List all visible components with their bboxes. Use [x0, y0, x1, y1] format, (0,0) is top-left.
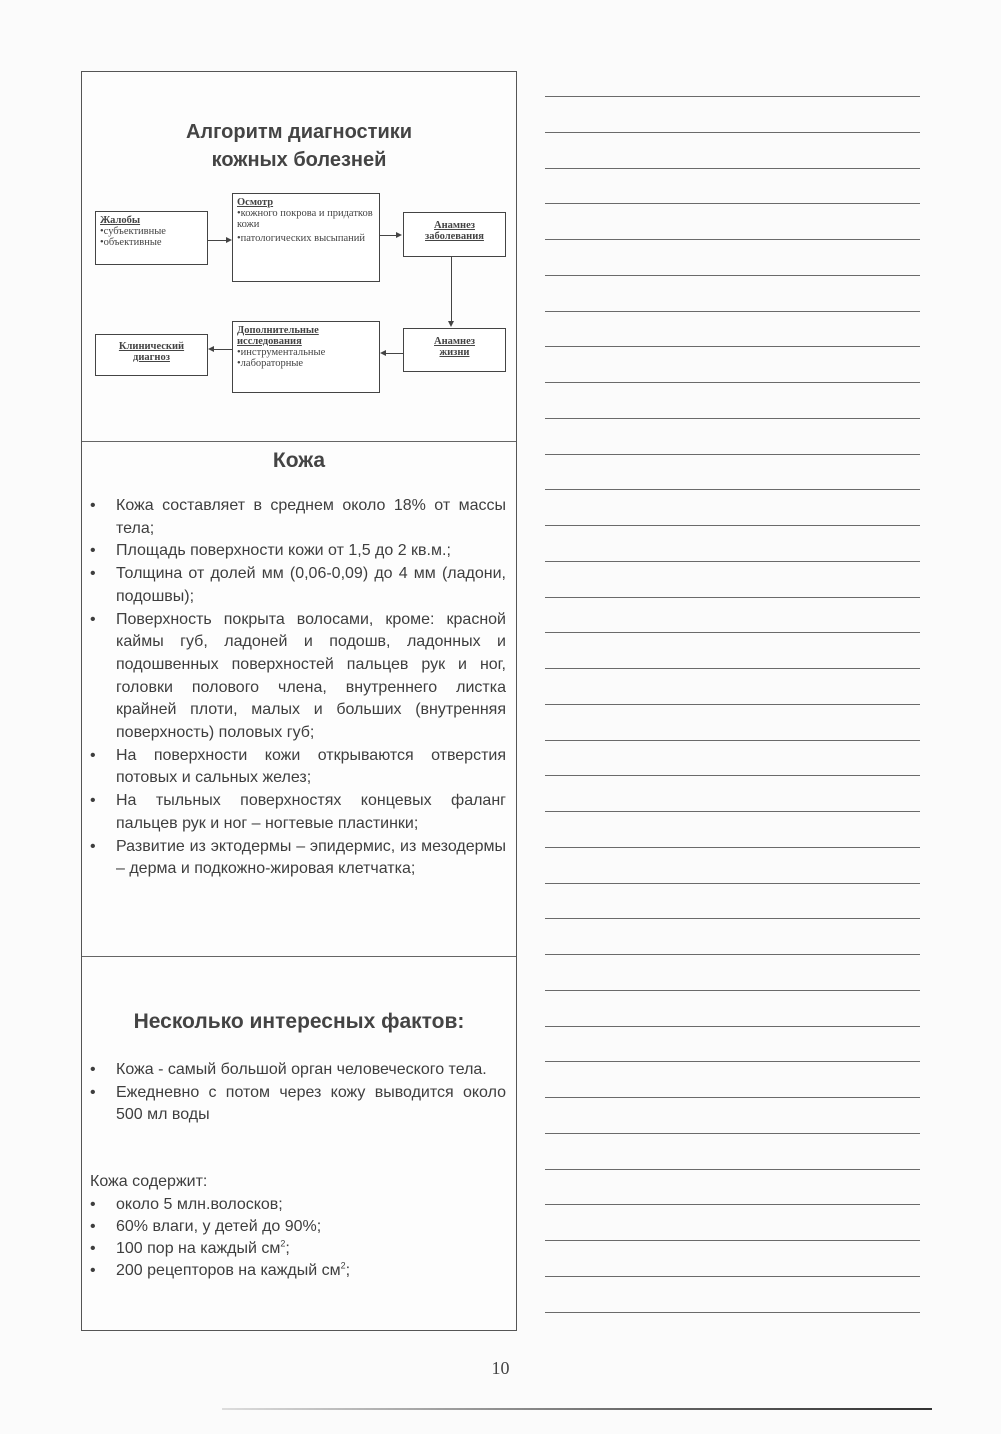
note-line [545, 561, 920, 562]
disease-history-box [403, 212, 506, 257]
arrowhead-right-icon [396, 232, 402, 238]
superscript: 2 [340, 1260, 346, 1271]
contains-text: около 5 млн.волосков; [116, 1196, 283, 1213]
disease-history-line1: Анамнез [434, 220, 475, 231]
note-line [545, 704, 920, 705]
arrow-disease-to-life-history [451, 257, 452, 322]
note-line [545, 203, 920, 204]
list-item: • Толщина от долей мм (0,06-0,09) до 4 мм (ладони, подошвы); [90, 563, 506, 608]
list-item [90, 1260, 506, 1282]
skin-title: Кожа [272, 449, 326, 472]
note-line [545, 454, 920, 455]
list-item [90, 1238, 506, 1260]
complaints-item: •субъективные [100, 226, 166, 237]
arrowhead-left-icon [380, 350, 386, 356]
arrow-exam-to-disease-history [380, 235, 397, 236]
additional-tests-box [232, 321, 380, 393]
interesting-facts-section [82, 956, 516, 1330]
note-line [545, 1240, 920, 1241]
list-item: • На поверхности кожи открываются отверстия потовых и сальных желез; [90, 745, 506, 790]
list-item [90, 1216, 506, 1238]
additional-heading-line2: исследования [237, 336, 302, 347]
additional-item: •лабораторные [237, 358, 304, 369]
note-line [545, 1026, 920, 1027]
clinical-diagnosis-line1: Клинический [118, 341, 185, 352]
note-line [545, 668, 920, 669]
contains-tail: ; [285, 1240, 290, 1257]
contains-tail: ; [345, 1262, 351, 1279]
note-line [545, 1276, 920, 1277]
exam-box [232, 193, 380, 282]
life-history-line1: Анамнез [434, 336, 475, 347]
list-item: • Кожа составляет в среднем около 18% от массы тела; [90, 495, 506, 540]
note-line [545, 632, 920, 633]
note-line [545, 239, 920, 240]
complaints-item: •объективные [100, 237, 162, 248]
superscript: 2 [280, 1238, 286, 1249]
note-line [545, 775, 920, 776]
arrowhead-right-icon [226, 237, 232, 243]
list-item: • На тыльных поверхностях концевых фаланг пальцев рук и ног – ногтевые пластинки; [90, 790, 506, 835]
page-number: 10 [491, 1358, 510, 1378]
clinical-diagnosis-line2: диагноз [133, 352, 170, 363]
exam-item: •патологических высыпаний [237, 233, 365, 244]
exam-item: •кожного покрова и придатков кожи [237, 208, 373, 230]
note-line [545, 275, 920, 276]
life-history-box [403, 328, 506, 372]
list-item: • Развитие из эктодермы – эпидермис, из мезодермы – дерма и подкожно-жировая клетчатка; [90, 836, 506, 881]
note-line [545, 954, 920, 955]
note-line [545, 847, 920, 848]
note-line [545, 1097, 920, 1098]
disease-history-line2: заболевания [425, 231, 484, 242]
list-item: • Ежедневно с потом через кожу выводится около 500 мл воды [90, 1082, 506, 1127]
note-line [545, 489, 920, 490]
note-line [545, 1204, 920, 1205]
note-line [545, 346, 920, 347]
contains-label: Кожа содержит: [90, 1173, 208, 1190]
complaints-box [95, 211, 208, 265]
note-line [545, 597, 920, 598]
clinical-diagnosis-box [95, 334, 208, 376]
contains-list [90, 1194, 506, 1282]
facts-title: Несколько интересных фактов: [133, 1010, 465, 1033]
note-line [545, 382, 920, 383]
note-line [545, 1133, 920, 1134]
list-item [90, 1194, 506, 1216]
list-item: • Поверхность покрыта волосами, кроме: красной каймы губ, ладоней и подошв, ладонных и подошвенных поверхностей пальцев рук и ног, головки полового члена, внутреннего листка крайней плоти, малых и больших (внутренняя поверхность) половых губ; [90, 609, 506, 745]
bottom-divider [222, 1408, 932, 1410]
note-line [545, 418, 920, 419]
note-line [545, 132, 920, 133]
arrow-life-history-to-additional [386, 353, 403, 354]
note-line [545, 811, 920, 812]
list-item: • Площадь поверхности кожи от 1,5 до 2 кв.м.; [90, 540, 506, 563]
skin-section [82, 441, 516, 957]
arrow-additional-to-clinical [214, 349, 232, 350]
complaints-heading: Жалобы [100, 215, 141, 226]
note-line [545, 740, 920, 741]
diagnostic-algorithm-section [82, 72, 516, 441]
facts-list [90, 1059, 506, 1127]
life-history-line2: жизни [439, 347, 470, 358]
arrow-complaints-to-exam [208, 240, 227, 241]
additional-heading-line1: Дополнительные [237, 325, 319, 336]
skin-facts-list [90, 495, 506, 881]
note-line [545, 1169, 920, 1170]
algorithm-title-line2: кожных болезней [211, 149, 387, 171]
exam-heading: Осмотр [237, 197, 274, 208]
arrowhead-left-icon [208, 346, 214, 352]
list-item: • Кожа - самый большой орган человеческого тела. [90, 1059, 506, 1082]
algorithm-title-line1: Алгоритм диагностики [185, 121, 413, 143]
additional-item: •инструментальные [237, 347, 326, 358]
note-line [545, 311, 920, 312]
note-line [545, 1312, 920, 1313]
note-line [545, 525, 920, 526]
note-line [545, 990, 920, 991]
note-line [545, 918, 920, 919]
note-line [545, 1061, 920, 1062]
content-panel [81, 71, 517, 1331]
arrowhead-down-icon [448, 321, 454, 327]
note-line [545, 168, 920, 169]
note-line [545, 96, 920, 97]
contains-text: 100 пор на каждый см [116, 1240, 281, 1257]
algorithm-title [82, 118, 516, 174]
contains-text: 60% влаги, у детей до 90%; [116, 1218, 322, 1235]
note-line [545, 883, 920, 884]
contains-text: 200 рецепторов на каждый см [116, 1262, 341, 1279]
